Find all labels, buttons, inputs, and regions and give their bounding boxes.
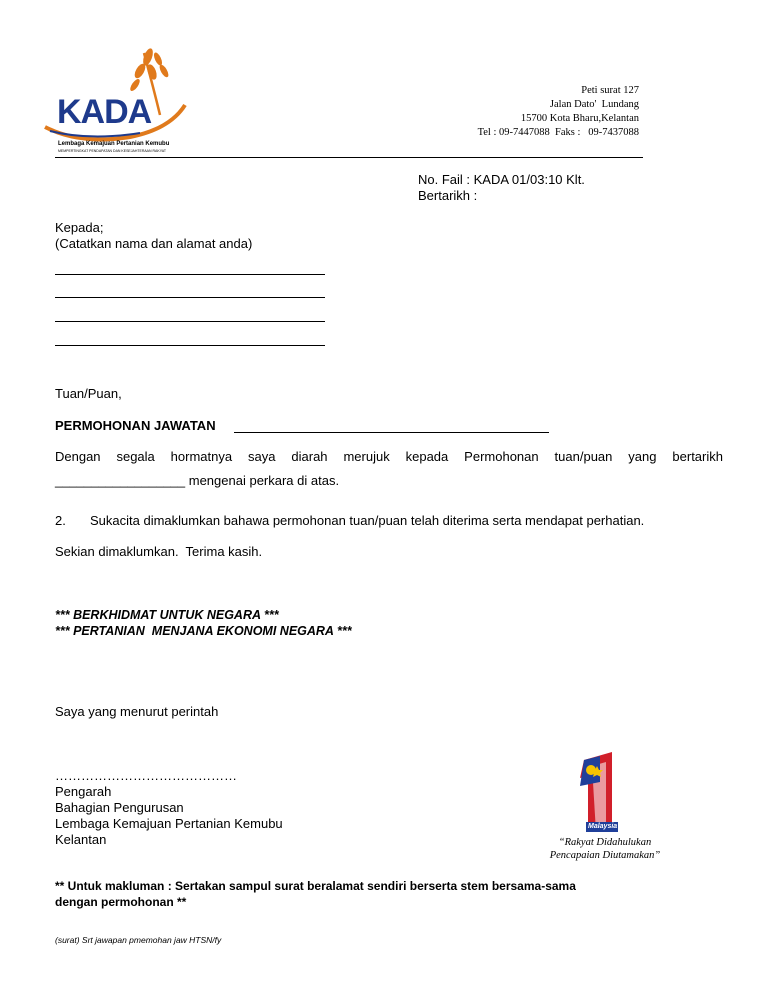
signatory-title: Pengarah <box>55 784 112 799</box>
signatory-state: Kelantan <box>55 832 107 847</box>
subject-line <box>55 418 216 434</box>
motto-block <box>55 607 352 639</box>
slogan-line-1: “Rakyat Didahulukan <box>558 837 652 848</box>
header-divider <box>55 157 643 158</box>
subject-title: PERMOHONAN JAWATAN <box>55 418 216 433</box>
note-line-1: ** Untuk makluman : Sertakan sampul surat beralamat sendiri berserta stem bersama-sama <box>55 879 576 893</box>
subject-blank-line[interactable] <box>234 432 549 433</box>
salutation: Tuan/Puan, <box>55 386 122 401</box>
paragraph-1-line-2: __________________ mengenai perkara di atas. <box>55 473 340 488</box>
note-block <box>55 878 576 910</box>
paragraph-2-number: 2. <box>55 513 66 528</box>
signature-block <box>55 768 283 848</box>
signatory-division: Bahagian Pengurusan <box>55 800 184 815</box>
address-block <box>478 84 639 140</box>
address-line-2: Jalan Dato' Lundang <box>549 99 639 110</box>
address-line-3: 15700 Kota Bharu,Kelantan <box>520 113 639 124</box>
signatory-organization: Lembaga Kemajuan Pertanian Kemubu <box>55 816 283 831</box>
dated-label: Bertarikh : <box>418 188 478 203</box>
recipient-to: Kepada; <box>55 220 104 235</box>
signature-dots: …………………………………… <box>55 768 237 783</box>
slogan-line-2: Pencapaian Diutamakan” <box>549 850 661 861</box>
kada-logo-text: KADA <box>57 93 152 131</box>
address-blank-line[interactable] <box>55 321 325 322</box>
paragraph-1 <box>55 449 723 489</box>
file-info <box>418 172 585 204</box>
recipient-block <box>55 220 252 252</box>
motto-line-2: *** PERTANIAN MENJANA EKONOMI NEGARA *** <box>55 624 352 638</box>
paragraph-1-line-1: Dengan segala hormatnya saya diarah merujuk kepada Permohonan tuan/puan yang bertarikh <box>55 449 723 464</box>
one-malaysia-emblem-icon <box>540 752 670 832</box>
note-line-2: dengan permohonan ** <box>55 895 187 909</box>
footer-reference: (surat) Srt jawapan pmemohan jaw HTSN/fy <box>55 935 222 945</box>
address-blank-line[interactable] <box>55 297 325 298</box>
one-malaysia-slogan <box>540 836 670 862</box>
address-line-1: Peti surat 127 <box>581 85 639 96</box>
address-blank-line[interactable] <box>55 345 325 346</box>
motto-line-1: *** BERKHIDMAT UNTUK NEGARA *** <box>55 608 279 622</box>
address-line-4: Tel : 09-7447088 Faks : 09-7437088 <box>477 127 639 138</box>
kada-logo-tagline: MEMPERTINGKAT PENDAPATAN DAN KESEJAHTERAAN RAKYAT <box>58 149 167 153</box>
recipient-instruction: (Catatkan nama dan alamat anda) <box>55 236 253 251</box>
kada-logo-subtitle: Lembaga Kemajuan Pertanian Kemubu <box>58 141 170 147</box>
paragraph-2-text: Sukacita dimaklumkan bahawa permohonan tuan/puan telah diterima serta mendapat perhatian. <box>90 513 645 528</box>
file-number: No. Fail : KADA 01/03:10 Klt. <box>418 172 585 187</box>
address-blank-line[interactable] <box>55 274 325 275</box>
one-malaysia-logo <box>540 752 670 874</box>
kada-logo <box>40 45 200 155</box>
closing-text: Sekian dimaklumkan. Terima kasih. <box>55 544 263 559</box>
one-malaysia-badge: Malaysia <box>588 823 618 830</box>
signoff-text: Saya yang menurut perintah <box>55 704 219 719</box>
